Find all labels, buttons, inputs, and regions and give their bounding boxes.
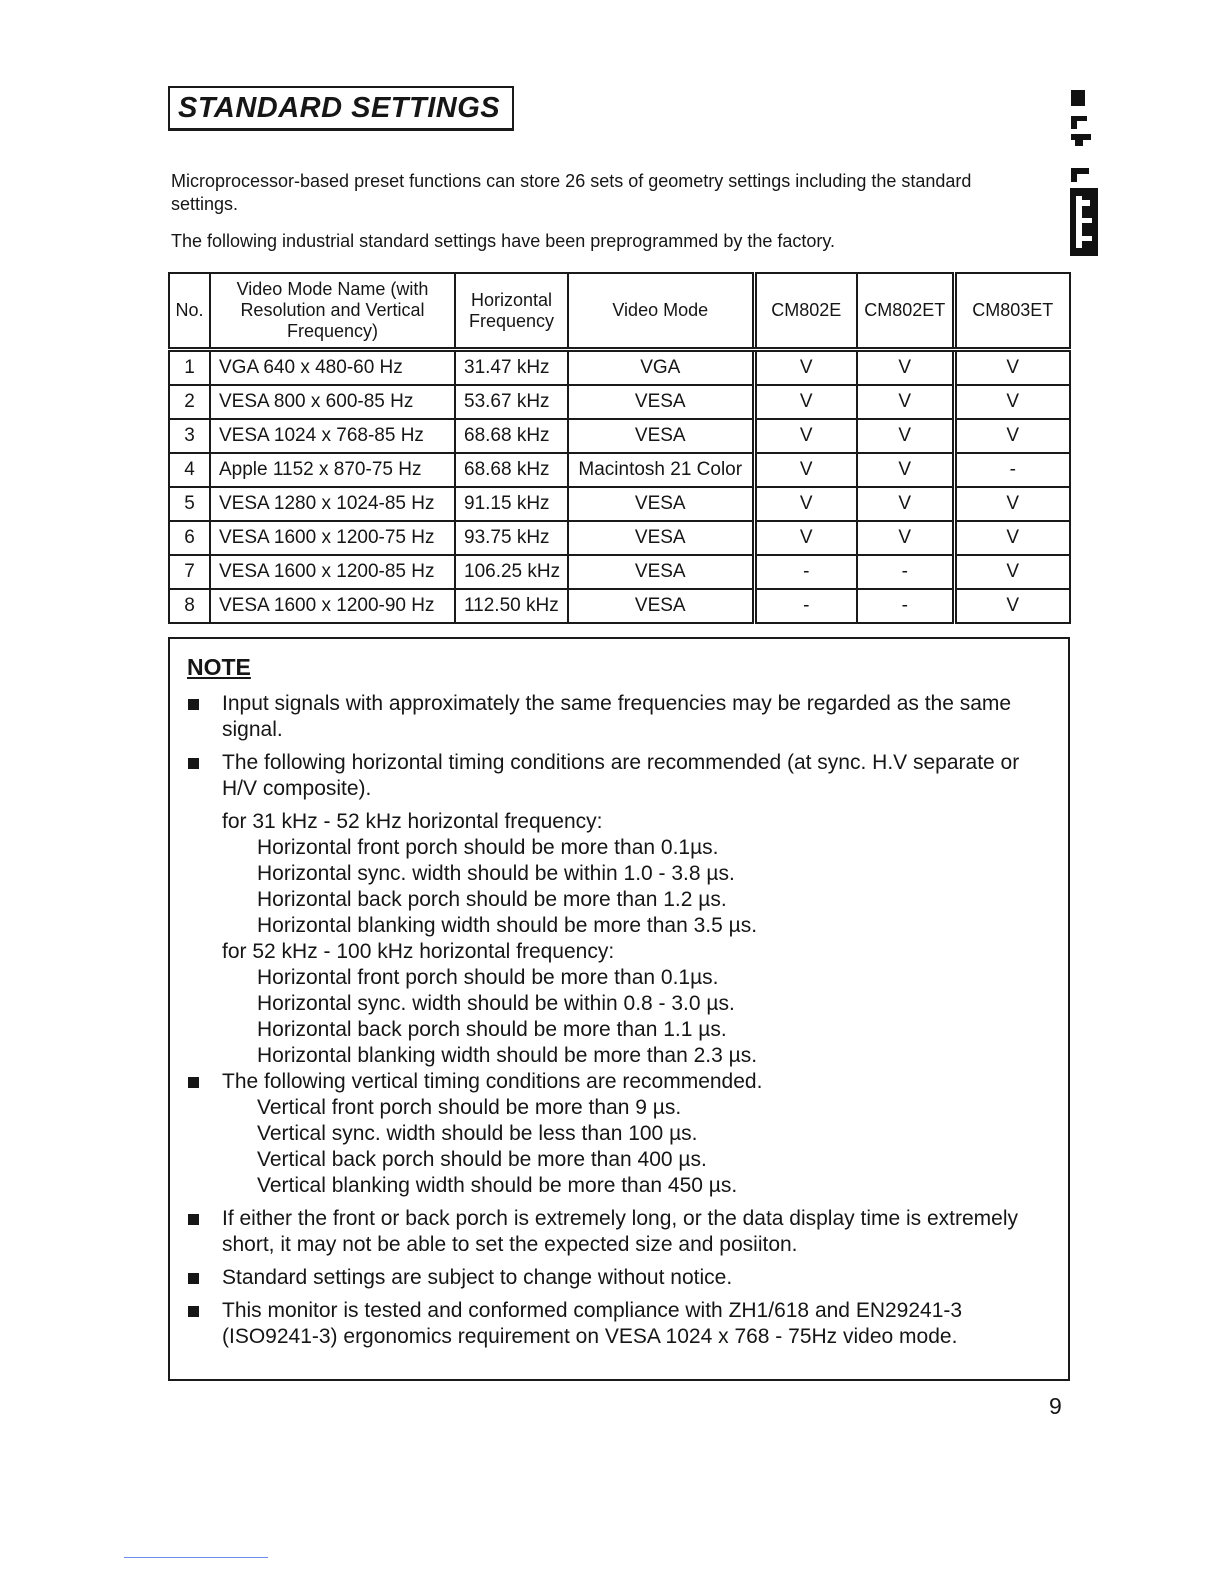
timing-line: Horizontal blanking width should be more than 2.3 µs. [257,1044,758,1067]
table-cell-m2: V [857,419,954,453]
timing-line: Horizontal back porch should be more than 1.2 µs. [257,888,727,911]
page-number: 9 [1049,1393,1062,1419]
table-cell-freq: 106.25 kHz [455,555,568,589]
bullet-square-icon [188,1077,199,1088]
table-cell-mode: Macintosh 21 Color [568,453,754,487]
table-row [169,589,1070,623]
scan-edge-line [124,1557,268,1558]
table-cell-mode: VGA [568,350,754,386]
table-cell-m3: V [954,350,1070,386]
table-cell-m3: V [954,555,1070,589]
frequency-range-label: for 52 kHz - 100 kHz horizontal frequency: [222,940,615,963]
table-cell-name: Apple 1152 x 870-75 Hz [210,453,455,487]
table-row [169,555,1070,589]
intro-paragraph-2: The following industrial standard settings have been preprogrammed by the factory. [171,231,836,251]
table-cell-freq: 31.47 kHz [455,350,568,386]
header-video-mode: Video Mode [568,273,754,350]
note-item: Standard settings are subject to change without notice. [170,1265,1060,1291]
table-row [169,350,1070,386]
table-cell-freq: 53.67 kHz [455,385,568,419]
language-tab-icon [1067,88,1101,258]
timing-line: Horizontal blanking width should be more than 3.5 µs. [257,914,758,937]
bullet-square-icon [188,699,199,710]
timing-line: Horizontal sync. width should be within 0.8 - 3.0 µs. [257,992,735,1015]
timing-line: Vertical back porch should be more than 400 µs. [257,1148,707,1171]
timing-line: Vertical blanking width should be more than 450 µs. [257,1174,738,1197]
timing-line: Vertical sync. width should be less than 100 µs. [257,1122,698,1145]
frequency-range-label: for 31 kHz - 52 kHz horizontal frequency: [222,810,603,833]
timing-line: Horizontal back porch should be more than 1.1 µs. [257,1018,727,1041]
table-cell-mode: VESA [568,385,754,419]
table-cell-name: VESA 800 x 600-85 Hz [210,385,455,419]
table-cell-no: 4 [169,453,210,487]
bullet-square-icon [188,1273,199,1284]
table-cell-name: VESA 1600 x 1200-90 Hz [210,589,455,623]
page-title: STANDARD SETTINGS [178,92,501,124]
table-cell-m1: V [754,385,857,419]
table-cell-freq: 112.50 kHz [455,589,568,623]
table-cell-m3: V [954,487,1070,521]
bullet-square-icon [188,758,199,769]
table-cell-m3: V [954,589,1070,623]
table-cell-mode: VESA [568,555,754,589]
note-item: The following horizontal timing conditions are recommended (at sync. H.V separate or H/V composite). for 31 kHz - 52 kHz horizontal frequency: Horizontal front porch should be more than 0.1µs. Horizontal sync. width should be within 1.0 - 3.8 µs. Horizontal back porch should be more than 1.2 µs. Horizontal blanking width should be more than 3.5 µs. for 52 kHz - 100 kHz horizontal frequency: Horizontal front porch should be more than 0.1µs. Horizontal sync. width should be within 0.8 - 3.0 µs. Horizontal back porch should be more than 1.1 µs. Horizontal blanking width should be more than 2.3 µs. [170,750,1060,1069]
note-box [168,637,1070,1381]
table-cell-name: VGA 640 x 480-60 Hz [210,350,455,386]
table-cell-m2: V [857,453,954,487]
table-cell-m1: V [754,350,857,386]
table-cell-m1: V [754,487,857,521]
table-cell-m1: V [754,453,857,487]
bullet-square-icon [188,1306,199,1317]
standard-settings-table [168,272,1071,624]
note-item: If either the front or back porch is extremely long, or the data display time is extremely short, it may not be able to set the expected size and posiiton. [170,1206,1060,1258]
table-cell-no: 7 [169,555,210,589]
table-row [169,521,1070,555]
table-row [169,487,1070,521]
timing-line: Horizontal sync. width should be within 1.0 - 3.8 µs. [257,862,735,885]
table-row [169,385,1070,419]
table-cell-name: VESA 1600 x 1200-85 Hz [210,555,455,589]
bullet-square-icon [188,1214,199,1225]
table-cell-freq: 68.68 kHz [455,453,568,487]
table-cell-m2: V [857,487,954,521]
intro-paragraph: Microprocessor-based preset functions can store 26 sets of geometry settings including the standard settings. [171,171,972,214]
table-cell-no: 5 [169,487,210,521]
header-horizontal-frequency: Horizontal Frequency [455,273,568,350]
table-cell-m2: - [857,555,954,589]
table-cell-mode: VESA [568,487,754,521]
table-cell-m2: V [857,350,954,386]
table-cell-m3: V [954,419,1070,453]
table-cell-no: 1 [169,350,210,386]
table-header-row [169,273,1070,350]
note-item: Input signals with approximately the same frequencies may be regarded as the same signal. [170,691,1060,743]
table-cell-name: VESA 1600 x 1200-75 Hz [210,521,455,555]
table-cell-m1: - [754,589,857,623]
header-cm803et: CM803ET [954,273,1070,350]
table-cell-m3: - [954,453,1070,487]
table-cell-mode: VESA [568,419,754,453]
header-no: No. [169,273,210,350]
note-item: This monitor is tested and conformed compliance with ZH1/618 and EN29241-3 (ISO9241-3) ergonomics requirement on VESA 1024 x 768 - 75Hz video mode. [170,1298,1060,1350]
timing-line: Horizontal front porch should be more than 0.1µs. [257,836,719,859]
table-cell-no: 3 [169,419,210,453]
header-video-mode-name: Video Mode Name (with Resolution and Vertical Frequency) [210,273,455,350]
table-cell-m2: - [857,589,954,623]
timing-line: Horizontal front porch should be more than 0.1µs. [257,966,719,989]
table-cell-name: VESA 1024 x 768-85 Hz [210,419,455,453]
table-cell-m3: V [954,385,1070,419]
table-cell-no: 8 [169,589,210,623]
note-title: NOTE [187,654,251,680]
section-title-box [168,86,514,131]
timing-line: Vertical front porch should be more than 9 µs. [257,1096,682,1119]
table-cell-no: 6 [169,521,210,555]
header-cm802et: CM802ET [857,273,954,350]
table-row [169,453,1070,487]
table-cell-m1: - [754,555,857,589]
header-cm802e: CM802E [754,273,857,350]
table-cell-m3: V [954,521,1070,555]
table-cell-m1: V [754,521,857,555]
table-row [169,419,1070,453]
note-body [170,691,1060,1357]
table-cell-name: VESA 1280 x 1024-85 Hz [210,487,455,521]
table-cell-mode: VESA [568,521,754,555]
table-cell-no: 2 [169,385,210,419]
table-cell-m2: V [857,385,954,419]
table-cell-m2: V [857,521,954,555]
table-cell-mode: VESA [568,589,754,623]
table-cell-m1: V [754,419,857,453]
table-cell-freq: 91.15 kHz [455,487,568,521]
note-item: The following vertical timing conditions are recommended. Vertical front porch should be more than 9 µs. Vertical sync. width should be less than 100 µs. Vertical back porch should be more than 400 µs. Vertical blanking width should be more than 450 µs. [170,1069,1060,1199]
table-cell-freq: 68.68 kHz [455,419,568,453]
table-cell-freq: 93.75 kHz [455,521,568,555]
